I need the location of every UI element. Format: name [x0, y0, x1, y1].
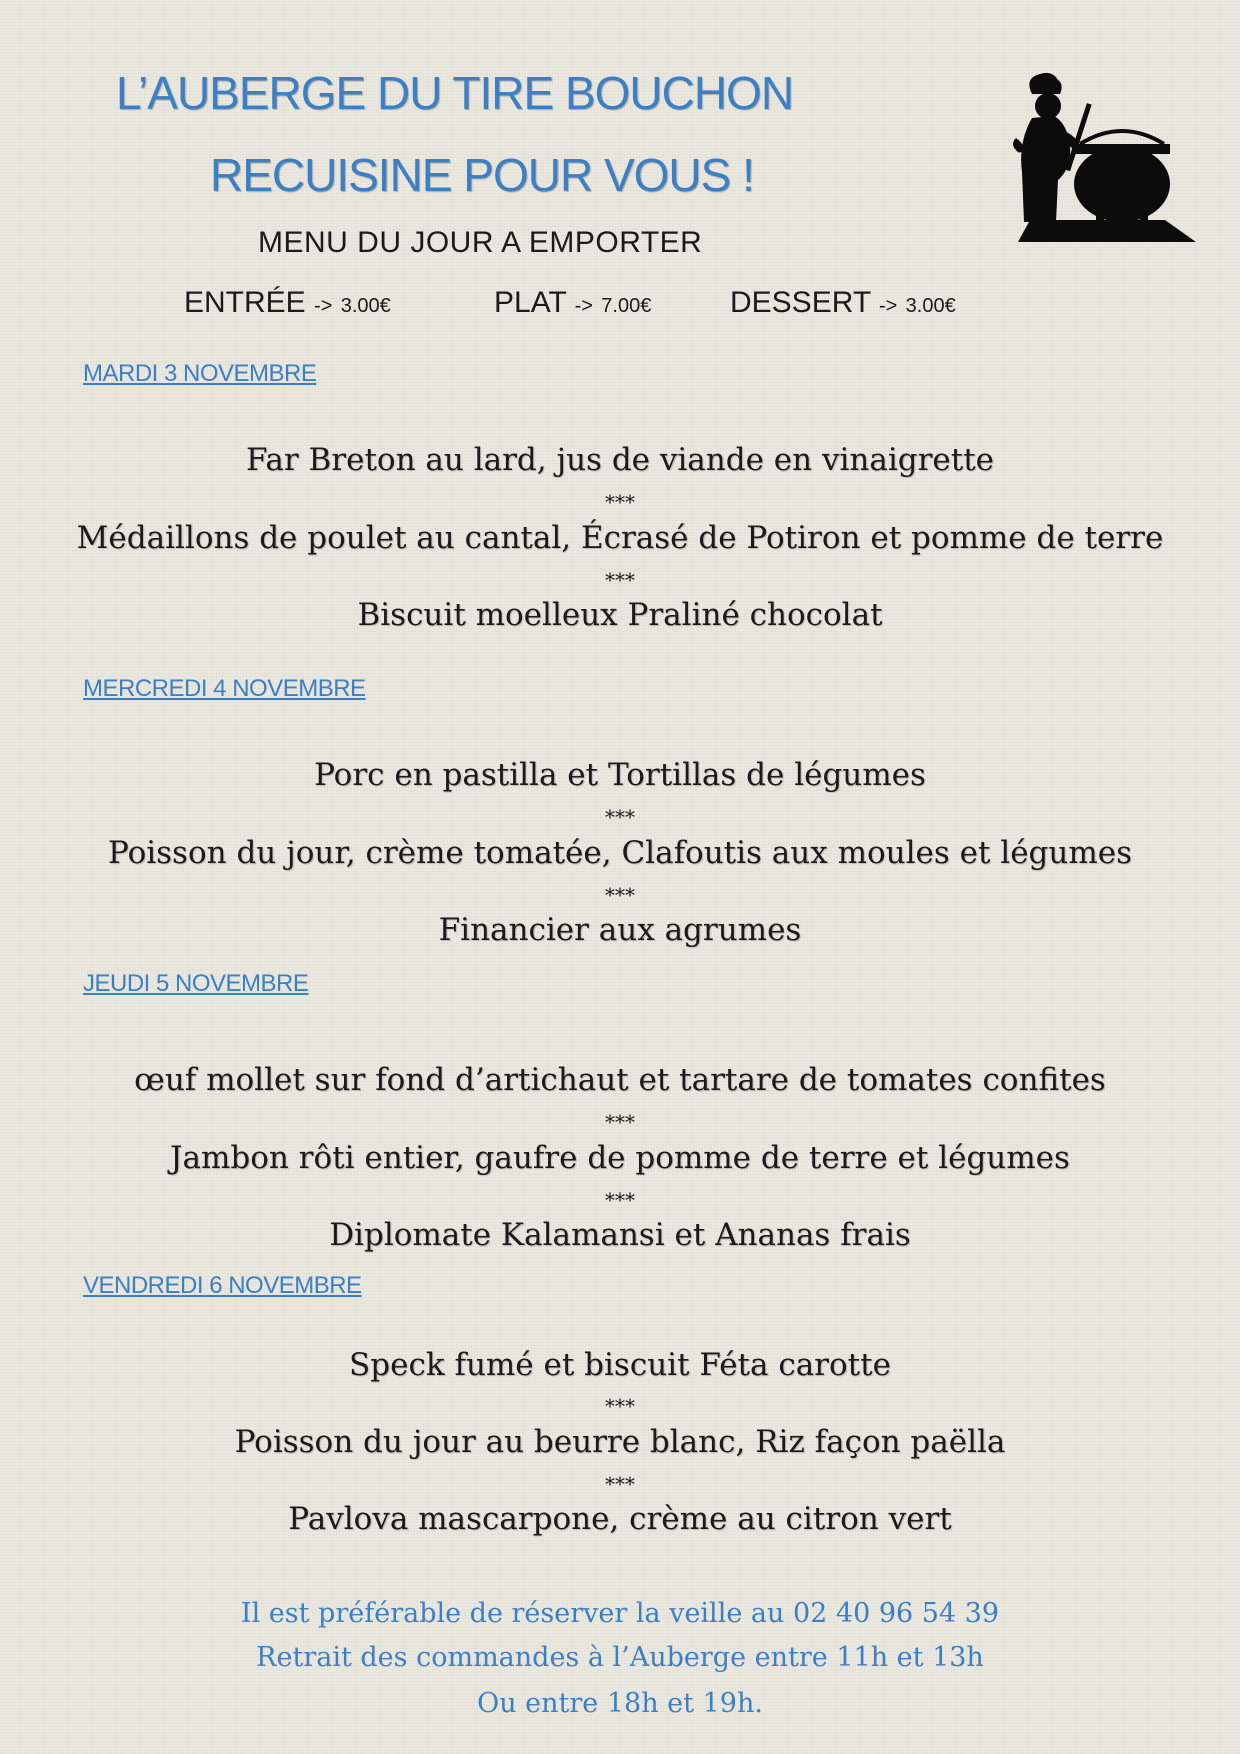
footer-pickup-evening: Ou entre 18h et 19h. [477, 1688, 763, 1719]
dish-plat-mercredi: Poisson du jour, crème tomatée, Clafoutis aux moules et légumes [107, 835, 1133, 871]
dish-dessert-mercredi: Financier aux agrumes [438, 912, 802, 948]
dish-plat-mardi: Médaillons de poulet au cantal, Écrasé de Potiron et pomme de terre [76, 520, 1164, 556]
dish-dessert-jeudi: Diplomate Kalamansi et Ananas frais [329, 1217, 911, 1253]
separator: *** [605, 1394, 635, 1418]
title-line-2: RECUISINE POUR VOUS ! [210, 149, 754, 201]
title-line-1: L’AUBERGE DU TIRE BOUCHON [116, 67, 794, 119]
separator: *** [605, 883, 635, 907]
dish-entree-mercredi: Porc en pastilla et Tortillas de légumes [314, 757, 926, 793]
footer-pickup-lunch: Retrait des commandes à l’Auberge entre 11h et 13h [256, 1642, 984, 1673]
chef-cauldron-logo [1010, 72, 1200, 247]
dish-plat-vendredi: Poisson du jour au beurre blanc, Riz façon paëlla [234, 1424, 1006, 1460]
separator: *** [605, 1110, 635, 1134]
day-heading-jeudi: JEUDI 5 NOVEMBRE [83, 970, 309, 997]
price-dessert: DESSERT -> 3.00€ [730, 286, 956, 319]
day-heading-mardi: MARDI 3 NOVEMBRE [83, 360, 317, 387]
menu-subtitle: MENU DU JOUR A EMPORTER [258, 226, 703, 259]
day-heading-vendredi: VENDREDI 6 NOVEMBRE [83, 1272, 362, 1299]
separator: *** [605, 1188, 635, 1212]
dish-plat-jeudi: Jambon rôti entier, gaufre de pomme de terre et légumes [170, 1140, 1070, 1176]
separator: *** [605, 490, 635, 514]
price-entree: ENTRÉE -> 3.00€ [184, 286, 391, 319]
separator: *** [605, 805, 635, 829]
dish-dessert-vendredi: Pavlova mascarpone, crème au citron vert [288, 1501, 952, 1537]
separator: *** [605, 1472, 635, 1496]
footer-reservation: Il est préférable de réserver la veille au 02 40 96 54 39 [240, 1598, 1000, 1629]
dish-entree-mardi: Far Breton au lard, jus de viande en vinaigrette [245, 442, 995, 478]
separator: *** [605, 568, 635, 592]
dish-entree-jeudi: œuf mollet sur fond d’artichaut et tartare de tomates confites [134, 1062, 1106, 1098]
day-heading-mercredi: MERCREDI 4 NOVEMBRE [83, 675, 366, 702]
dish-dessert-mardi: Biscuit moelleux Praliné chocolat [357, 597, 883, 633]
price-plat: PLAT -> 7.00€ [494, 286, 652, 319]
dish-entree-vendredi: Speck fumé et biscuit Féta carotte [349, 1347, 891, 1383]
